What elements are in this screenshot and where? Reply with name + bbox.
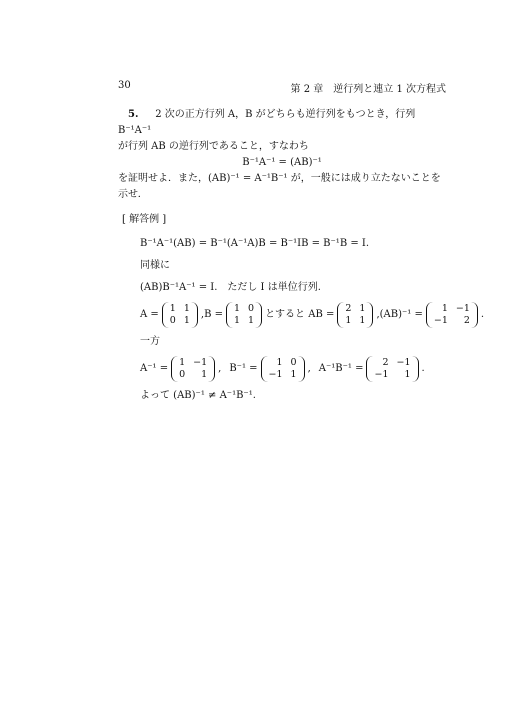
answer-line-1: B⁻¹A⁻¹(AB) = B⁻¹(A⁻¹A)B = B⁻¹IB = B⁻¹B = I.: [140, 238, 370, 249]
separator: ,: [200, 309, 205, 320]
problem-text-2: が行列 AB の逆行列であること，すなわち: [118, 141, 309, 152]
matrix-entry: 1: [345, 315, 352, 326]
matrix-entry: 1: [233, 303, 241, 314]
matrix-ab: [337, 302, 373, 328]
separator: ,: [307, 363, 311, 374]
answer-line-2: 同様に: [140, 260, 170, 271]
matrix-row-2: [140, 356, 446, 382]
matrix-entry: −1: [433, 315, 448, 326]
answer-heading: [ 解答例 ]: [122, 214, 167, 225]
matrix-b: [226, 302, 262, 328]
matrix-entry: 1: [233, 315, 241, 326]
matrix-a: [162, 302, 198, 328]
matrix-b-inverse: [261, 356, 305, 382]
problem-text-1: 2 次の正方行列 A，B がどちらも逆行列をもつとき，行列 B⁻¹A⁻¹: [118, 109, 416, 136]
label-a: A =: [140, 309, 159, 320]
label-b-inverse: B⁻¹ =: [229, 363, 258, 374]
matrix-entry: −1: [268, 369, 283, 380]
page-number: 30: [118, 80, 131, 91]
label-b: B =: [204, 309, 223, 320]
matrix-entry: 1: [404, 369, 411, 380]
problem-text-4: 示せ．: [118, 189, 148, 200]
matrix-ab-inverse: [426, 302, 478, 328]
period: .: [480, 309, 485, 320]
matrix-entry: 1: [179, 357, 186, 368]
matrix-ainv-binv: [366, 356, 418, 382]
matrix-entry: −1: [396, 357, 411, 368]
separator: ,: [218, 363, 222, 374]
matrix-entry: 1: [169, 303, 176, 314]
matrix-entry: 1: [276, 357, 283, 368]
matrix-entry: 0: [248, 303, 255, 314]
matrix-entry: −1: [193, 357, 208, 368]
matrix-entry: −1: [455, 303, 470, 314]
page-header: [118, 80, 446, 95]
matrix-row-1: [140, 302, 485, 328]
matrix-entry: 0: [169, 315, 176, 326]
problem-statement: [118, 107, 446, 203]
matrix-entry: 1: [248, 315, 255, 326]
matrix-entry: 1: [441, 303, 448, 314]
label-ab-inverse: (AB)⁻¹ =: [379, 309, 423, 320]
matrix-entry: 2: [382, 357, 389, 368]
matrix-entry: 1: [290, 369, 297, 380]
then-text: とすると AB =: [265, 309, 335, 320]
matrix-entry: 1: [359, 315, 366, 326]
problem-formula: B⁻¹A⁻¹ = (AB)⁻¹: [242, 157, 322, 168]
period: .: [421, 363, 425, 374]
answer-section: [118, 212, 485, 410]
matrix-entry: 0: [290, 357, 297, 368]
label-a-inverse: A⁻¹ =: [140, 363, 169, 374]
matrix-entry: 1: [183, 315, 190, 326]
matrix-entry: 2: [463, 315, 470, 326]
matrix-entry: −1: [374, 369, 389, 380]
label-ainv-binv: A⁻¹B⁻¹ =: [318, 363, 364, 374]
matrix-entry: 1: [183, 303, 190, 314]
matrix-a-inverse: [171, 356, 215, 382]
conclusion: よって (AB)⁻¹ ≠ A⁻¹B⁻¹.: [140, 390, 256, 401]
matrix-entry: 1: [201, 369, 208, 380]
answer-body: [140, 236, 485, 404]
matrix-entry: 0: [179, 369, 186, 380]
chapter-title: 第 2 章 逆行列と連立 1 次方程式: [290, 84, 446, 95]
problem-text-3: を証明せよ．また，(AB)⁻¹ = A⁻¹B⁻¹ が，一般には成り立たないことを: [118, 173, 441, 184]
separator: ,: [376, 309, 380, 320]
answer-line-4: 一方: [140, 336, 160, 347]
problem-number: 5.: [128, 109, 139, 120]
problem-line-1: [118, 107, 446, 139]
matrix-entry: 2: [345, 303, 352, 314]
answer-line-3: (AB)B⁻¹A⁻¹ = I. ただし I は単位行列.: [140, 282, 321, 293]
matrix-entry: 1: [359, 303, 366, 314]
